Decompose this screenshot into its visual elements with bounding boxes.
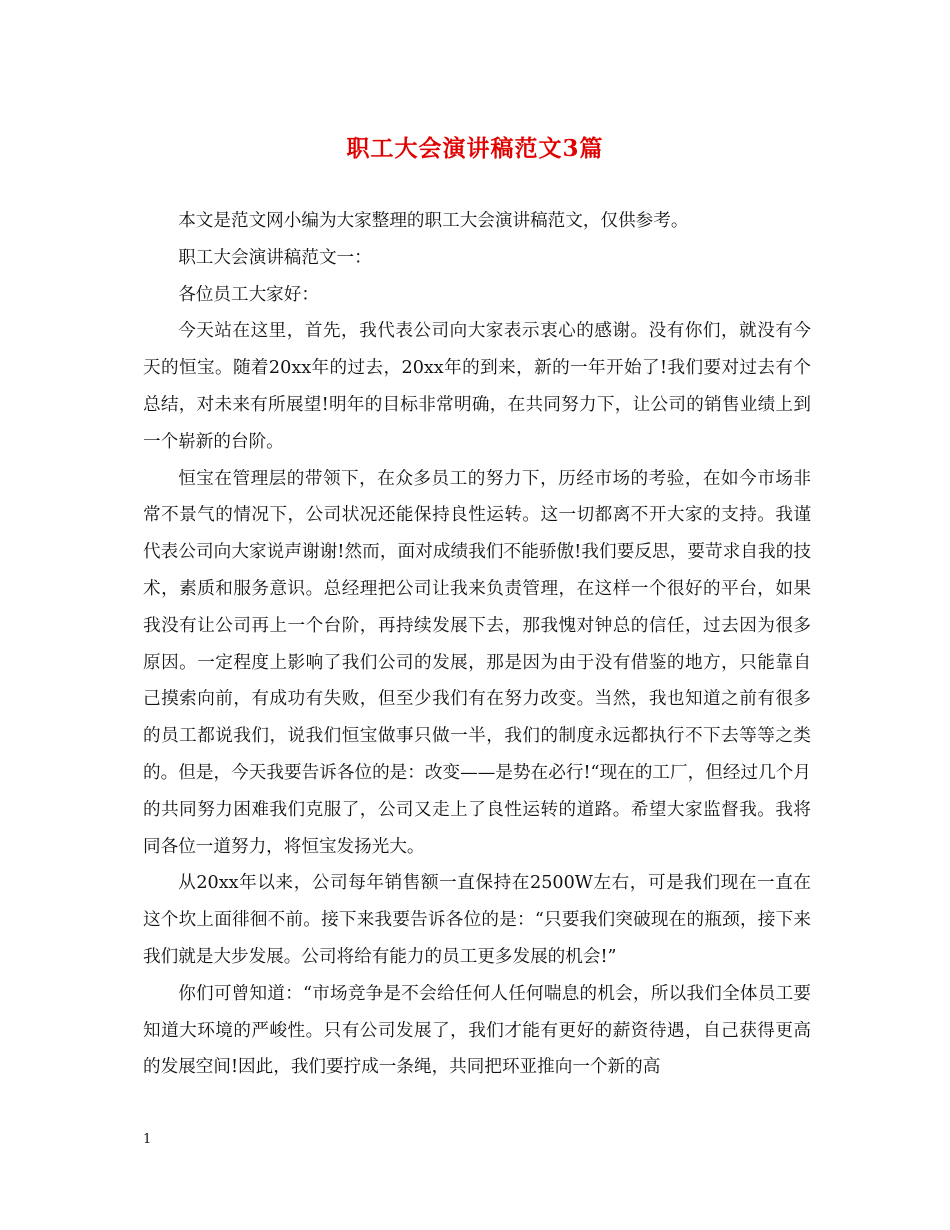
document-body bbox=[143, 203, 811, 1086]
document-title: 职工大会演讲稿范文3篇 bbox=[346, 135, 604, 162]
paragraph: 今天站在这里，首先，我代表公司向大家表示衷心的感谢。没有你们，就没有今天的恒宝。随着20xx年的过去，20xx年的到来，新的一年开始了!我们要对过去有个总结，对未来有所展望!明年的目标非常明确，在共同努力下，让公司的销售业绩上到一个崭新的台阶。 bbox=[143, 321, 811, 452]
paragraph: 从20xx年以来，公司每年销售额一直保持在2500W左右，可是我们现在一直在这个坎上面徘徊不前。接下来我要告诉各位的是：“只要我们突破现在的瓶颈，接下来我们就是大步发展。公司将给有能力的员工更多发展的机会!” bbox=[143, 873, 811, 967]
paragraph-intro: 本文是范文网小编为大家整理的职工大会演讲稿范文，仅供参考。 bbox=[178, 211, 689, 231]
paragraph: 恒宝在管理层的带领下，在众多员工的努力下，历经市场的考验，在如今市场非常不景气的情况下，公司状况还能保持良性运转。这一切都离不开大家的支持。我谨代表公司向大家说声谢谢!然而，面对成绩我们不能骄傲!我们要反思，要苛求自我的技术，素质和服务意识。总经理把公司让我来负责管理，在这样一个很好的平台，如果我没有让公司再上一个台阶，再持续发展下去，那我愧对钟总的信任，过去因为很多原因。一定程度上影响了我们公司的发展，那是因为由于没有借鉴的地方，只能靠自己摸索向前，有成功有失败，但至少我们有在努力改变。当然，我也知道之前有很多的员工都说我们，说我们恒宝做事只做一半，我们的制度永远都执行不下去等等之类的。但是，今天我要告诉各位的是：改变——是势在必行!“现在的工厂，但经过几个月的共同努力困难我们克服了，公司又走上了良性运转的道路。希望大家监督我。我将同各位一道努力，将恒宝发扬光大。 bbox=[143, 468, 811, 857]
paragraph-heading-one: 职工大会演讲稿范文一： bbox=[178, 247, 372, 268]
page-number: 1 bbox=[143, 1132, 152, 1147]
paragraph-greeting: 各位员工大家好： bbox=[178, 284, 319, 305]
paragraph: 你们可曾知道：“市场竞争是不会给任何人任何喘息的机会，所以我们全体员工要知道大环境的严峻性。只有公司发展了，我们才能有更好的薪资待遇，自己获得更高的发展空间!因此，我们要拧成一条绳，共同把环亚推向一个新的高 bbox=[143, 983, 811, 1078]
